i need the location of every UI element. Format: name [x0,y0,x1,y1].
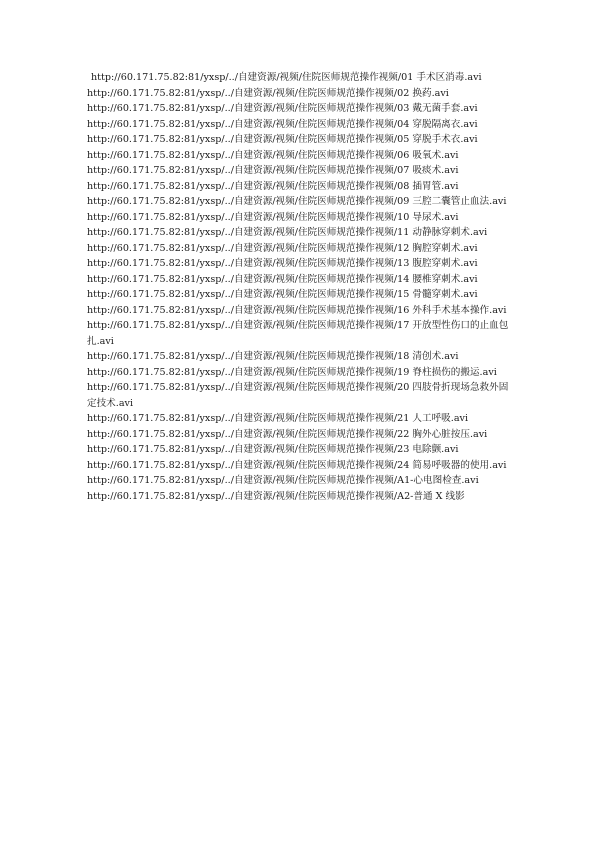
list-item[interactable]: http://60.171.75.82:81/yxsp/../自建资源/视频/住院医师规范操作视频/02 换药.avi [87,87,449,99]
list-item[interactable]: http://60.171.75.82:81/yxsp/../自建资源/视频/住院医师规范操作视频/10 导尿术.avi [87,211,459,223]
list-item[interactable]: http://60.171.75.82:81/yxsp/../自建资源/视频/住院医师规范操作视频/15 骨髓穿刺术.avi [87,289,478,300]
list-item[interactable]: http://60.171.75.82:81/yxsp/../自建资源/视频/住院医师规范操作视频/23 电除颤.avi [87,444,459,455]
list-item[interactable]: http://60.171.75.82:81/yxsp/../自建资源/视频/住院医师规范操作视频/08 插胃管.avi [87,180,459,192]
list-item[interactable]: http://60.171.75.82:81/yxsp/../自建资源/视频/住院医师规范操作视频/24 简易呼吸器的使用.avi [87,459,507,471]
list-item[interactable]: http://60.171.75.82:81/yxsp/../自建资源/视频/住院医师规范操作视频/20 四肢骨折现场急救外固定技术.avi [87,382,509,409]
list-item[interactable]: http://60.171.75.82:81/yxsp/../自建资源/视频/住院医师规范操作视频/12 胸腔穿刺术.avi [87,242,478,254]
list-item[interactable]: http://60.171.75.82:81/yxsp/../自建资源/视频/住院医师规范操作视频/09 三腔二囊管止血法.avi [87,196,507,207]
list-item[interactable]: http://60.171.75.82:81/yxsp/../自建资源/视频/住院医师规范操作视频/04 穿脱隔离衣.avi [87,118,478,130]
list-item[interactable]: http://60.171.75.82:81/yxsp/../自建资源/视频/住院医师规范操作视频/05 穿脱手术衣.avi [87,134,478,145]
list-item[interactable]: http://60.171.75.82:81/yxsp/../自建资源/视频/住院医师规范操作视频/A2-普通 X 线影 [87,490,465,502]
list-item[interactable]: http://60.171.75.82:81/yxsp/../自建资源/视频/住院医师规范操作视频/19 脊柱损伤的搬运.avi [87,366,497,378]
list-item[interactable]: http://60.171.75.82:81/yxsp/../自建资源/视频/住院医师规范操作视频/16 外科手术基本操作.avi [87,304,507,316]
list-item[interactable]: http://60.171.75.82:81/yxsp/../自建资源/视频/住院医师规范操作视频/17 开放型性伤口的止血包扎.avi [87,320,509,347]
list-item[interactable]: http://60.171.75.82:81/yxsp/../自建资源/视频/住院医师规范操作视频/06 吸氧术.avi [87,149,459,161]
list-item[interactable]: http://60.171.75.82:81/yxsp/../自建资源/视频/住院医师规范操作视频/01 手术区消毒.avi [91,72,482,83]
list-item[interactable]: http://60.171.75.82:81/yxsp/../自建资源/视频/住院医师规范操作视频/11 动静脉穿刺术.avi [87,227,488,238]
list-item[interactable]: http://60.171.75.82:81/yxsp/../自建资源/视频/住院医师规范操作视频/21 人工呼吸.avi [87,413,469,424]
list-item[interactable]: http://60.171.75.82:81/yxsp/../自建资源/视频/住院医师规范操作视频/13 腹腔穿刺术.avi [87,258,478,269]
list-item[interactable]: http://60.171.75.82:81/yxsp/../自建资源/视频/住院医师规范操作视频/03 戴无菌手套.avi [87,103,478,114]
list-item[interactable]: http://60.171.75.82:81/yxsp/../自建资源/视频/住院医师规范操作视频/07 吸痰术.avi [87,165,459,176]
list-item[interactable]: http://60.171.75.82:81/yxsp/../自建资源/视频/住院医师规范操作视频/A1-心电图检查.avi [87,475,479,486]
video-link-list [87,70,517,504]
list-item[interactable]: http://60.171.75.82:81/yxsp/../自建资源/视频/住院医师规范操作视频/22 胸外心脏按压.avi [87,428,488,440]
list-item[interactable]: http://60.171.75.82:81/yxsp/../自建资源/视频/住院医师规范操作视频/14 腰椎穿刺术.avi [87,273,478,285]
list-item[interactable]: http://60.171.75.82:81/yxsp/../自建资源/视频/住院医师规范操作视频/18 清创术.avi [87,351,459,362]
